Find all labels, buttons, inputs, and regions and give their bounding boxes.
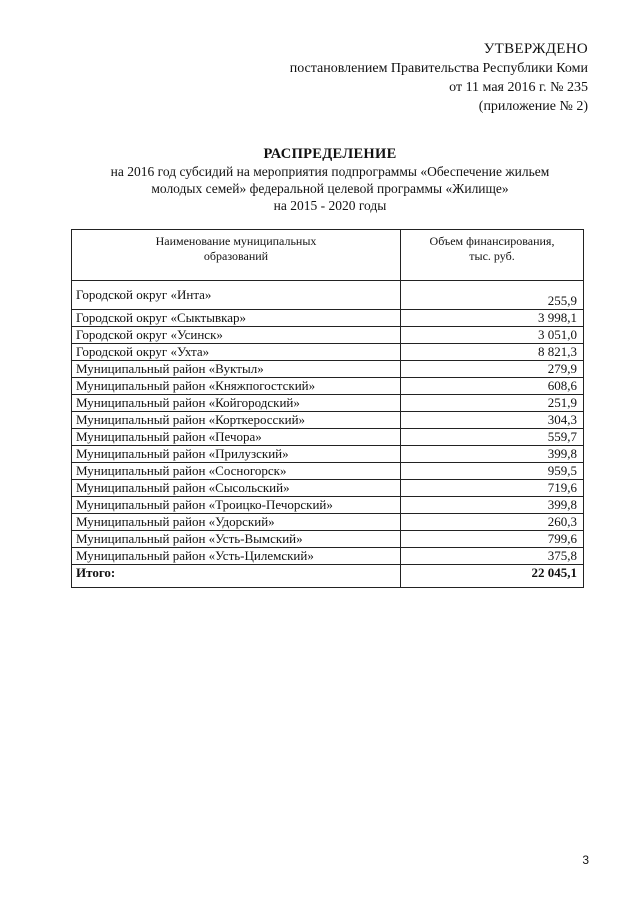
header-municipality-line2: образований: [203, 249, 269, 263]
table-row: [72, 412, 584, 429]
municipality-name: Городской округ «Инта»: [72, 281, 401, 310]
financing-amount: 399,8: [401, 497, 584, 514]
table-row: [72, 531, 584, 548]
financing-amount: 799,6: [401, 531, 584, 548]
approval-block: [228, 40, 588, 116]
approval-title: УТВЕРЖДЕНО: [483, 41, 588, 57]
table-row: [72, 310, 584, 327]
financing-amount: 559,7: [401, 429, 584, 446]
table-body: [72, 281, 584, 588]
document-subtitle-line2: молодых семей» федеральной целевой программы «Жилище»: [151, 181, 509, 196]
municipality-name: Муниципальный район «Прилузский»: [72, 446, 401, 463]
municipality-name: Муниципальный район «Сосногорск»: [72, 463, 401, 480]
municipality-name: Муниципальный район «Сысольский»: [72, 480, 401, 497]
page-number: 3: [582, 853, 589, 867]
table-row: [72, 514, 584, 531]
approval-appendix: (приложение № 2): [478, 99, 588, 114]
table-row: [72, 395, 584, 412]
municipality-name: Муниципальный район «Койгородский»: [72, 395, 401, 412]
municipality-name: Муниципальный район «Княжпогостский»: [72, 378, 401, 395]
municipality-name: Муниципальный район «Усть-Вымский»: [72, 531, 401, 548]
financing-amount: 279,9: [401, 361, 584, 378]
financing-amount: 260,3: [401, 514, 584, 531]
header-amount: [401, 230, 584, 281]
financing-amount: 251,9: [401, 395, 584, 412]
table-row: [72, 429, 584, 446]
total-amount: 22 045,1: [401, 565, 584, 588]
table-row: [72, 548, 584, 565]
municipality-name: Муниципальный район «Удорский»: [72, 514, 401, 531]
municipality-name: Муниципальный район «Корткеросский»: [72, 412, 401, 429]
municipality-name: Городской округ «Ухта»: [72, 344, 401, 361]
financing-amount: 375,8: [401, 548, 584, 565]
header-amount-line1: Объем финансирования,: [429, 234, 555, 248]
municipality-name: Городской округ «Усинск»: [72, 327, 401, 344]
financing-amount: 3 051,0: [401, 327, 584, 344]
document-heading: [70, 146, 590, 214]
municipality-name: Муниципальный район «Усть-Цилемский»: [72, 548, 401, 565]
financing-amount: 399,8: [401, 446, 584, 463]
municipality-name: Муниципальный район «Вуктыл»: [72, 361, 401, 378]
approval-date: от 11 мая 2016 г. № 235: [449, 80, 588, 95]
table-row: [72, 378, 584, 395]
financing-amount: 304,3: [401, 412, 584, 429]
financing-amount: 3 998,1: [401, 310, 584, 327]
distribution-table: [71, 229, 584, 588]
table-row: [72, 480, 584, 497]
financing-amount: 719,6: [401, 480, 584, 497]
financing-amount: 8 821,3: [401, 344, 584, 361]
municipality-name: Муниципальный район «Троицко-Печорский»: [72, 497, 401, 514]
financing-amount: 608,6: [401, 378, 584, 395]
document-subtitle-line3: на 2015 - 2020 годы: [273, 198, 387, 213]
table-row: [72, 497, 584, 514]
document-subtitle-line1: на 2016 год субсидий на мероприятия подпрограммы «Обеспечение жильем: [110, 164, 550, 179]
table-row: [72, 446, 584, 463]
total-label: Итого:: [72, 565, 401, 588]
header-municipality-line1: Наименование муниципальных: [155, 234, 317, 248]
table-header-row: [72, 230, 584, 281]
table-row: [72, 327, 584, 344]
municipality-name: Муниципальный район «Печора»: [72, 429, 401, 446]
total-row: [72, 565, 584, 588]
table-row: [72, 361, 584, 378]
approval-decree: постановлением Правительства Республики Коми: [289, 61, 588, 76]
municipality-name: Городской округ «Сыктывкар»: [72, 310, 401, 327]
table-row: [72, 281, 584, 310]
table-row: [72, 463, 584, 480]
table-row: [72, 344, 584, 361]
financing-amount: 255,9: [401, 281, 584, 310]
header-amount-line2: тыс. руб.: [469, 249, 515, 263]
financing-amount: 959,5: [401, 463, 584, 480]
document-title: РАСПРЕДЕЛЕНИЕ: [263, 146, 397, 162]
header-municipality: [72, 230, 401, 281]
